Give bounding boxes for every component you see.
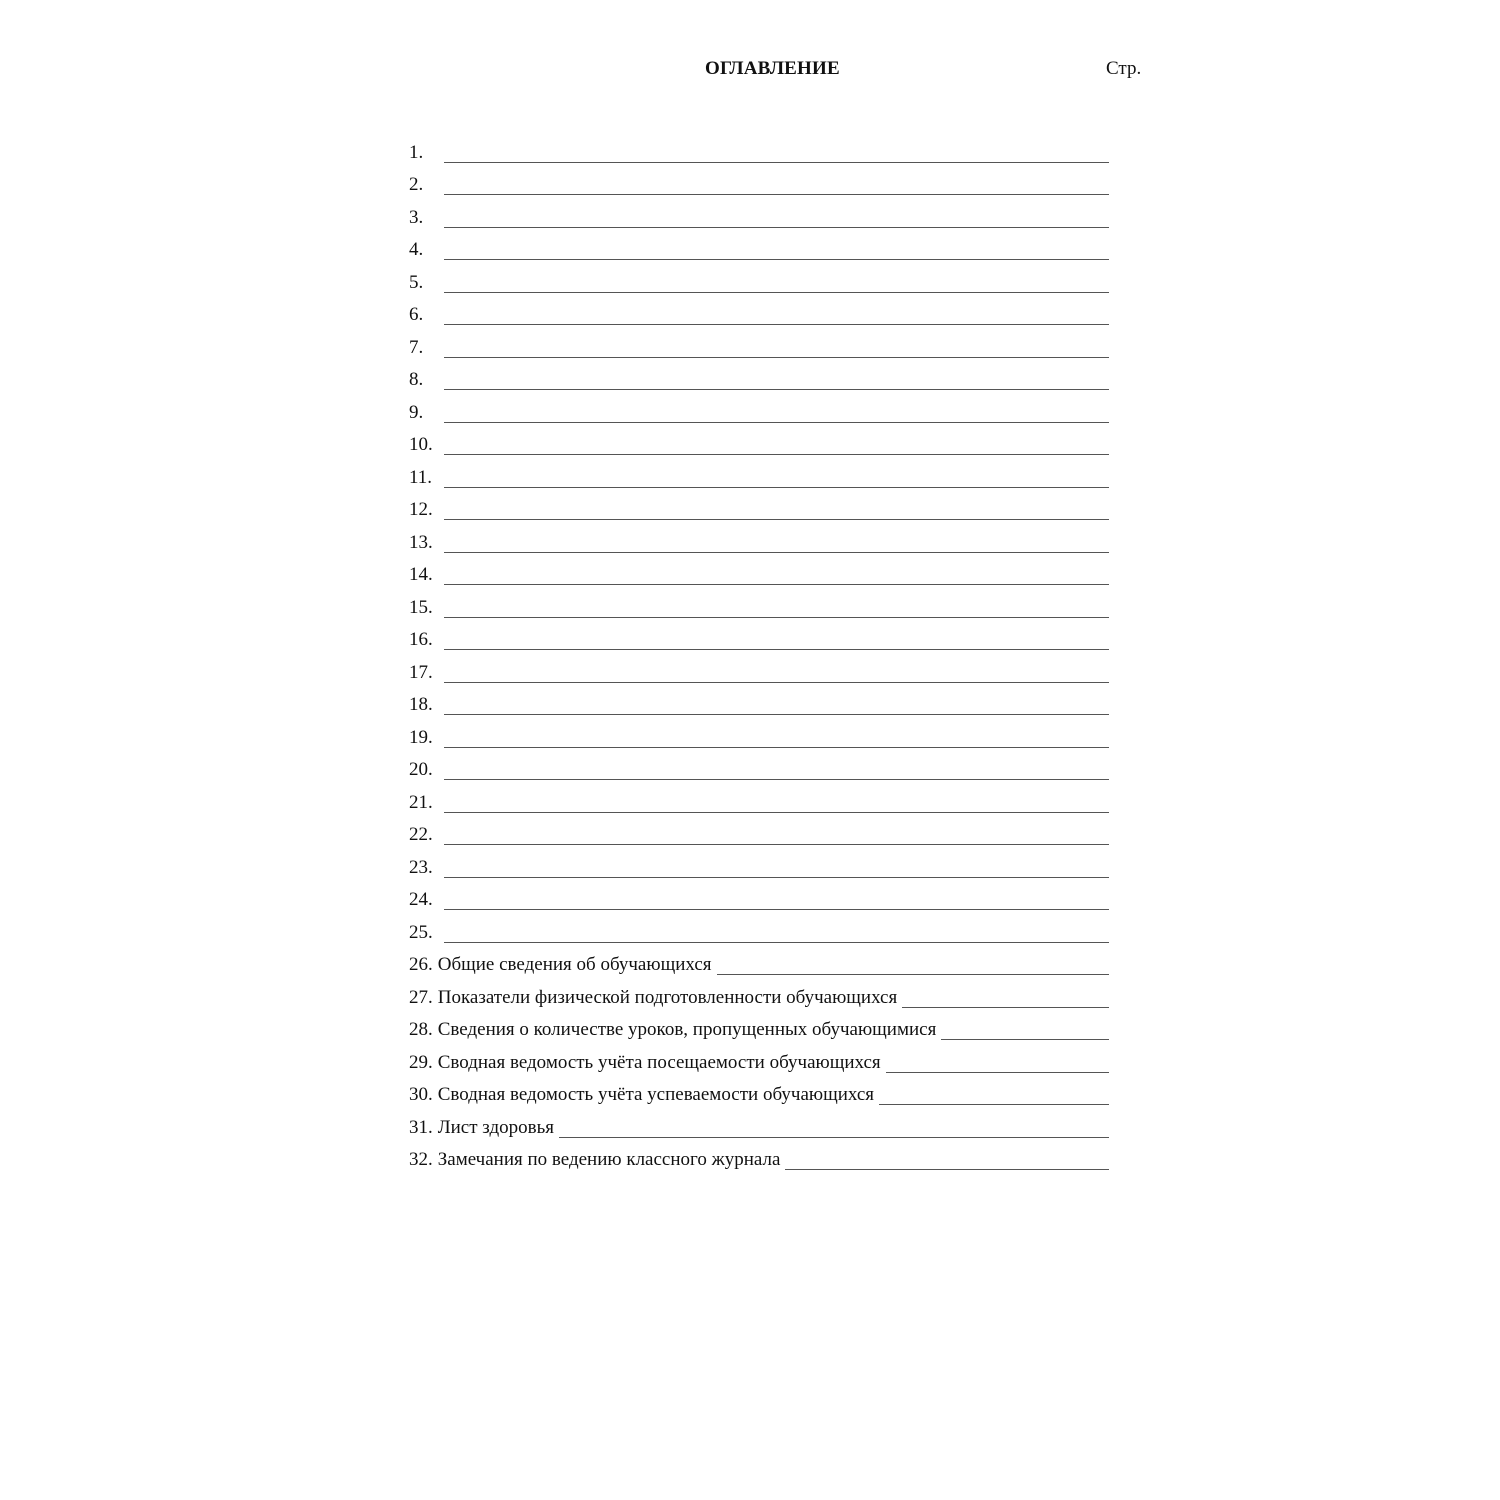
toc-row [409,685,1109,718]
toc-number: 12. [409,499,433,520]
toc-label: Замечания по ведению классного журнала [437,1149,781,1170]
toc-fill-line [444,454,1109,455]
toc-fill-line [444,909,1109,910]
toc-number: 20. [409,759,433,780]
toc-number: 18. [409,694,433,715]
toc-row [409,262,1109,295]
toc-fill-line [444,487,1109,488]
toc-number: 15. [409,596,433,618]
toc-fill-line [444,877,1109,878]
toc-fill-line [444,682,1109,683]
toc-fill-line [444,292,1109,293]
toc-row [409,880,1109,913]
toc-row [409,555,1109,588]
toc-number: 29. [409,1051,433,1073]
toc-row [409,522,1109,555]
toc-number: 13. [409,531,433,553]
toc-number: 17. [409,661,433,683]
toc-row [409,750,1109,783]
toc-number: 1. [409,141,424,163]
toc-label: Общие сведения об обучающихся [437,954,712,975]
page-title: ОГЛАВЛЕНИЕ [705,58,840,79]
toc-number: 14. [409,564,433,585]
toc-fill-line [444,649,1109,650]
toc-row [409,815,1109,848]
toc-fill-line [444,389,1109,390]
toc-row [409,425,1109,458]
toc-number: 27. [409,986,433,1008]
toc-fill-line [886,1072,1109,1073]
toc-number: 7. [409,336,424,358]
toc-fill-line [444,812,1109,813]
toc-fill-line [444,227,1109,228]
toc-fill-line [717,974,1110,975]
toc-row [409,652,1109,685]
toc-number: 3. [409,206,424,228]
page-column-header: Стр. [1106,58,1142,79]
toc-fill-line [444,552,1109,553]
toc-number: 26. [409,954,433,975]
toc-row [409,457,1109,490]
toc-row [409,912,1109,945]
toc-label: Сводная ведомость учёта посещаемости обучающихся [437,1051,881,1073]
toc-row [409,392,1109,425]
toc-row [409,1010,1109,1043]
toc-row [409,977,1109,1010]
toc-fill-line [444,519,1109,520]
toc-fill-line [444,357,1109,358]
toc-fill-line [879,1104,1109,1105]
toc-row [409,490,1109,523]
toc-number: 31. [409,1116,433,1138]
toc-number: 11. [409,466,433,488]
toc-fill-line [941,1039,1109,1040]
toc-row [409,327,1109,360]
toc-fill-line [902,1007,1109,1008]
toc-row [409,360,1109,393]
toc-number: 22. [409,824,433,845]
toc-fill-line [444,617,1109,618]
toc-number: 4. [409,239,424,260]
toc-label: Показатели физической подготовленности обучающихся [437,986,898,1008]
toc-label: Лист здоровья [437,1116,554,1138]
toc-label: Сводная ведомость учёта успеваемости обучающихся [437,1084,874,1105]
toc-number: 24. [409,889,433,910]
toc-fill-line [559,1137,1109,1138]
toc-row [409,165,1109,198]
toc-number: 19. [409,726,433,748]
toc-fill-line [444,942,1109,943]
toc-row [409,782,1109,815]
toc-row [409,847,1109,880]
toc-fill-line [444,324,1109,325]
toc-fill-line [444,584,1109,585]
table-of-contents [409,132,1109,1172]
toc-fill-line [444,844,1109,845]
toc-fill-line [444,194,1109,195]
toc-label: Сведения о количестве уроков, пропущенных обучающимися [437,1019,937,1040]
toc-fill-line [444,747,1109,748]
toc-row [409,230,1109,263]
toc-number: 16. [409,629,433,650]
toc-fill-line [444,714,1109,715]
toc-number: 32. [409,1149,433,1170]
toc-row [409,945,1109,978]
toc-number: 21. [409,791,433,813]
toc-number: 28. [409,1019,433,1040]
toc-row [409,587,1109,620]
toc-number: 25. [409,921,433,943]
toc-row [409,620,1109,653]
toc-row [409,295,1109,328]
toc-fill-line [444,779,1109,780]
toc-row [409,717,1109,750]
toc-row [409,1107,1109,1140]
toc-row [409,1140,1109,1173]
toc-number: 6. [409,304,424,325]
toc-fill-line [444,162,1109,163]
toc-number: 2. [409,174,424,195]
toc-number: 23. [409,856,433,878]
toc-row [409,1075,1109,1108]
toc-fill-line [444,422,1109,423]
toc-row [409,197,1109,230]
toc-number: 8. [409,369,424,390]
toc-fill-line [444,259,1109,260]
toc-fill-line [785,1169,1109,1170]
toc-row [409,1042,1109,1075]
toc-number: 5. [409,271,424,293]
toc-row [409,132,1109,165]
toc-number: 30. [409,1084,433,1105]
toc-number: 9. [409,401,424,423]
toc-number: 10. [409,434,433,455]
